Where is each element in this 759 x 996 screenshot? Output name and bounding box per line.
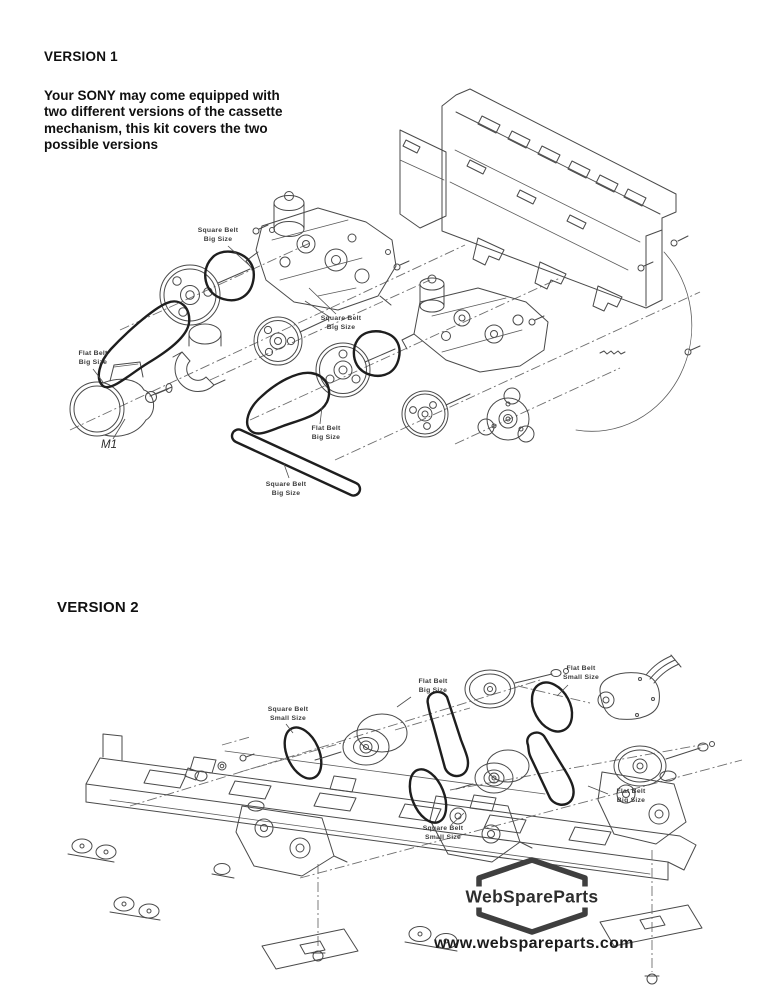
belt-label-flat-big-4: Flat Belt Big Size: [616, 788, 646, 804]
version2-diagram: [68, 655, 742, 984]
intro-text: [44, 88, 283, 154]
v2-pulley-2: [465, 669, 569, 709]
logo-text: WebSpareParts: [463, 887, 602, 908]
intro-line: Your SONY may come equipped with: [44, 88, 280, 103]
v2-belt-flat-big-2: [527, 733, 573, 805]
v2-motor: [598, 655, 681, 719]
belt-label-square-big-1: Square Belt Big Size: [197, 227, 239, 243]
belt-label-flat-big-3: Flat Belt Big Size: [418, 678, 448, 694]
intro-line: two different versions of the cassette: [44, 104, 283, 120]
intro-line: mechanism, this kit covers the two: [44, 120, 268, 136]
belt-label-square-small-2: Square Belt Small Size: [422, 825, 464, 841]
v1-mechanism-left: [246, 192, 396, 311]
belt-label-flat-small: Flat Belt Small Size: [562, 665, 600, 681]
v2-subassemblies: [236, 771, 686, 876]
belt-label-square-small-1: Square Belt Small Size: [267, 706, 309, 722]
v2-belt-flat-small: [524, 676, 580, 739]
v2-belt-flat-big-1: [428, 692, 468, 776]
v2-pulley-4: [614, 742, 715, 787]
belt-label-square-big-long: Square Belt Big Size: [265, 481, 307, 497]
version1-heading: VERSION 1: [44, 49, 118, 64]
belt-label-flat-big-2: Flat Belt Big Size: [311, 425, 341, 441]
belt-label-flat-big-1: Flat Belt Big Size: [78, 350, 108, 366]
v1-flywheel-2: [254, 317, 328, 365]
v1-rear-chassis-panel: [400, 89, 692, 431]
v1-leader-lines: [93, 246, 336, 478]
v2-pinch-rollers: [68, 839, 457, 951]
motor-m1-label: M1: [101, 439, 117, 451]
v2-pulley-1: [315, 714, 407, 765]
v1-idler-bracket: [478, 388, 534, 442]
v1-mechanism-right: [402, 275, 548, 372]
v2-chassis: [86, 734, 696, 880]
v1-belt-square-big-2: [354, 331, 400, 376]
version2-heading: VERSION 2: [57, 599, 139, 616]
intro-line: possible versions: [44, 137, 159, 153]
v1-clamp-holder: [173, 324, 225, 391]
website-url: www.webspareparts.com: [434, 935, 634, 952]
belt-label-square-big-2: Square Belt Big Size: [320, 315, 362, 331]
